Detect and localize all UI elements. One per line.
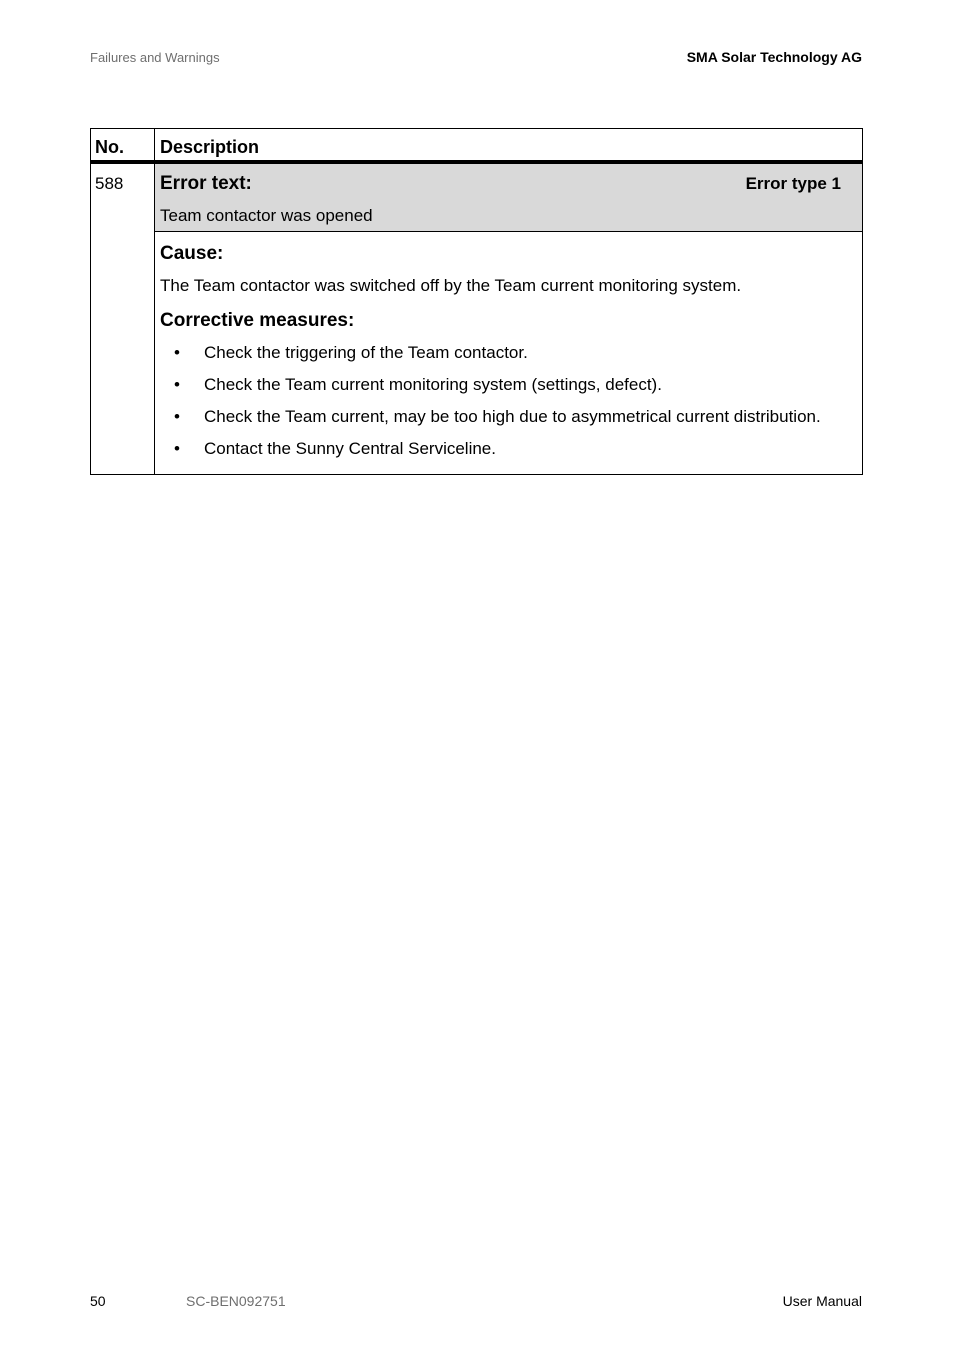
bullet-icon: • <box>174 439 180 458</box>
column-header-no: No. <box>91 129 155 162</box>
measure-text: Check the Team current monitoring system (settings, defect). <box>204 375 662 394</box>
measure-text: Contact the Sunny Central Serviceline. <box>204 439 496 458</box>
footer-document-code: SC-BEN092751 <box>186 1293 286 1309</box>
measure-text: Check the Team current, may be too high due to asymmetrical current distribution. <box>204 407 821 426</box>
running-header-company: SMA Solar Technology AG <box>686 49 862 65</box>
list-item <box>160 438 854 470</box>
running-header-section: Failures and Warnings <box>90 50 220 65</box>
error-text-value: Team contactor was opened <box>160 205 373 225</box>
measure-text: Check the triggering of the Team contactor. <box>204 343 528 362</box>
error-type-label: Error type 1 <box>745 173 841 193</box>
error-number: 588 <box>91 162 155 475</box>
footer-page-number: 50 <box>90 1293 106 1309</box>
error-text-label: Error text: <box>160 172 252 194</box>
list-item <box>160 342 854 374</box>
error-table <box>90 128 863 475</box>
footer-document-type: User Manual <box>782 1293 862 1309</box>
list-item <box>160 374 854 406</box>
bullet-icon: • <box>174 343 180 362</box>
detail-cell <box>155 232 863 475</box>
bullet-icon: • <box>174 375 180 394</box>
cause-text: The Team contactor was switched off by the Team current monitoring system. <box>160 276 742 295</box>
bullet-icon: • <box>174 407 180 426</box>
column-header-description: Description <box>155 129 863 162</box>
corrective-measures-list <box>160 342 854 470</box>
corrective-measures-label: Corrective measures: <box>160 310 355 331</box>
table-row <box>91 162 863 232</box>
table-row <box>91 232 863 475</box>
cause-label: Cause: <box>160 243 224 264</box>
error-text-cell <box>155 162 863 232</box>
error-heading-line <box>160 173 841 195</box>
table-header-row <box>91 129 863 162</box>
list-item <box>160 406 854 438</box>
